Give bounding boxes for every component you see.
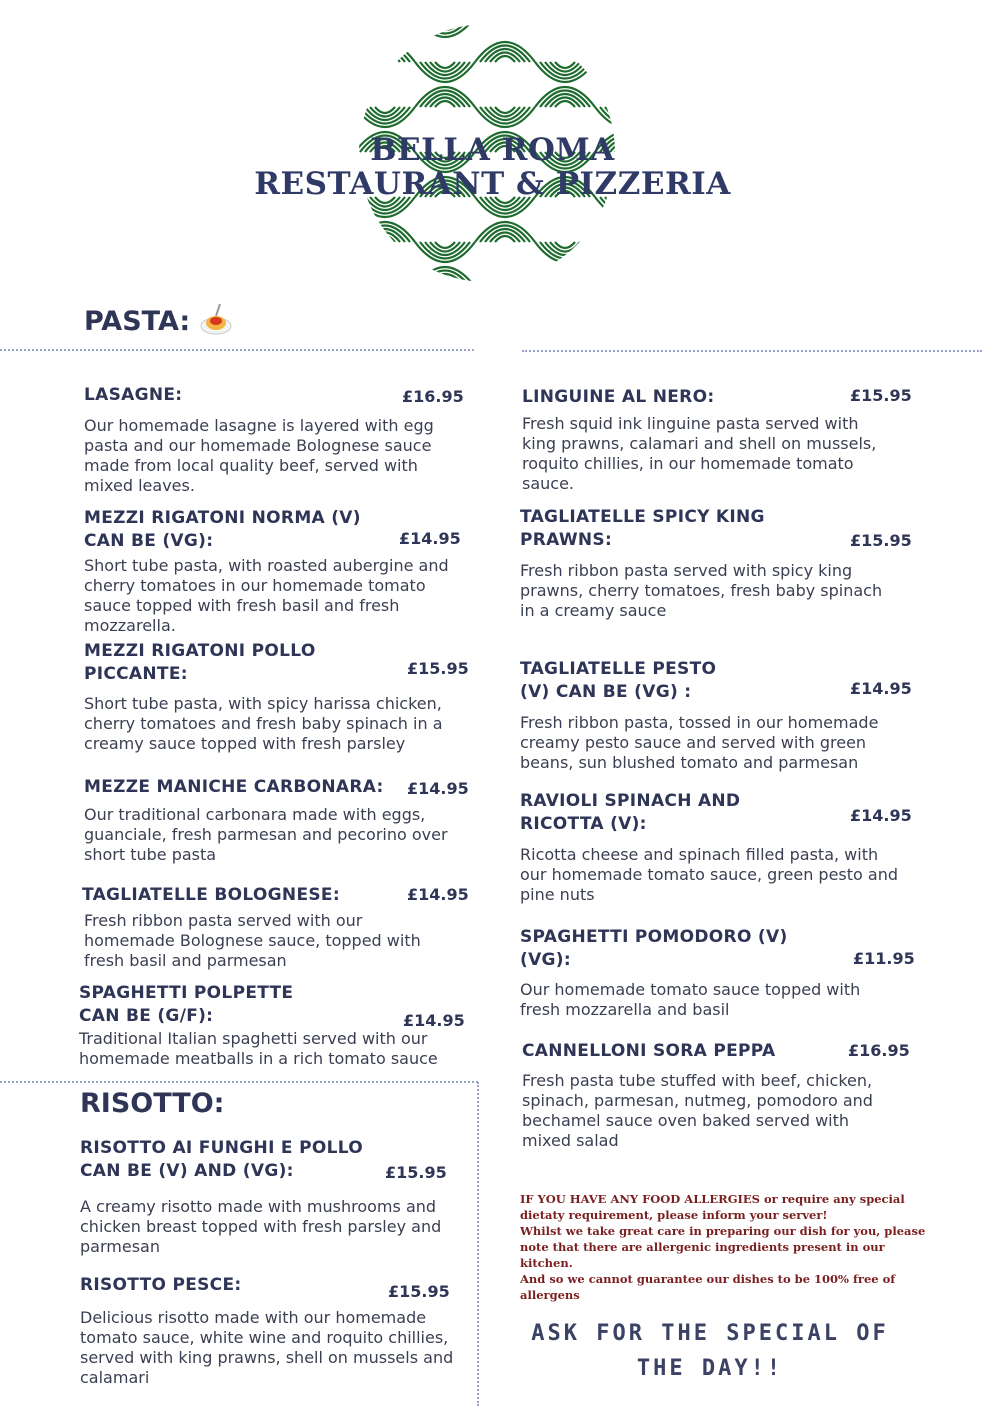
dish-title: SPAGHETTI POMODORO (V) (VG): (520, 927, 788, 970)
dish-price: £16.95 (848, 1041, 910, 1060)
allergy-line-2: Whilst we take great care in preparing our dish for you, please note that there are allergenic ingredients present in our kitchen. (520, 1224, 926, 1270)
brand-name: BELLA ROMA (370, 132, 615, 168)
dish-description: Our homemade tomato sauce topped with fresh mozzarella and basil (520, 980, 861, 1019)
pasta-section-title (84, 302, 232, 337)
special-line-2: THE DAY!! (636, 1356, 784, 1381)
dish-description: Fresh ribbon pasta, tossed in our homemade creamy pesto sauce and served with green beans, sun blushed tomato and parmesan (520, 713, 879, 772)
allergy-line-3: And so we cannot guarantee our dishes to be 100% free of allergens (520, 1272, 896, 1302)
dish-description: Fresh squid ink linguine pasta served with king prawns, calamari and shell on mussels, roquito chillies, in our homemade tomato sauce. (522, 414, 877, 493)
dish-title: SPAGHETTI POLPETTE CAN BE (G/F): (79, 983, 294, 1026)
dish-description: Fresh ribbon pasta served with our homemade Bolognese sauce, topped with fresh basil and parmesan (84, 911, 421, 970)
dish-title: MEZZI RIGATONI NORMA (V) CAN BE (VG): (84, 508, 361, 551)
divider-vertical (477, 1082, 479, 1406)
dish-price: £14.95 (407, 885, 469, 904)
spaghetti-plate-icon (200, 302, 232, 336)
special-of-the-day (510, 1316, 910, 1386)
dish-description: Traditional Italian spaghetti served with our homemade meatballs in a rich tomato sauce (79, 1029, 438, 1068)
dish-title: MEZZE MANICHE CARBONARA: (84, 777, 384, 797)
dish-price: £14.95 (850, 806, 912, 825)
dish-title: MEZZI RIGATONI POLLO PICCANTE: (84, 641, 316, 684)
brand-subtitle: RESTAURANT & PIZZERIA (254, 166, 731, 202)
dish-price: £11.95 (853, 949, 915, 968)
dish-description: Ricotta cheese and spinach filled pasta, with our homemade tomato sauce, green pesto and pine nuts (520, 845, 899, 904)
dish-description: A creamy risotto made with mushrooms and chicken breast topped with fresh parsley and parmesan (80, 1197, 442, 1256)
dish-title: CANNELLONI SORA PEPPA (522, 1041, 776, 1061)
dish-price: £16.95 (402, 387, 464, 406)
dish-price: £14.95 (399, 529, 461, 548)
dish-title: LINGUINE AL NERO: (522, 387, 715, 407)
dish-price: £15.95 (850, 386, 912, 405)
dish-title: RAVIOLI SPINACH AND RICOTTA (V): (520, 791, 741, 834)
dish-title: RISOTTO AI FUNGHI E POLLO CAN BE (V) AND (VG): (80, 1138, 363, 1181)
risotto-section-title: RISOTTO: (80, 1088, 225, 1119)
divider-right (522, 350, 982, 352)
special-line-1: ASK FOR THE SPECIAL OF (531, 1321, 889, 1346)
dish-price: £15.95 (388, 1282, 450, 1301)
allergy-line-1: IF YOU HAVE ANY FOOD ALLERGIES or require any special dietaty requirement, please inform your server! (520, 1192, 905, 1222)
dish-price: £14.95 (850, 679, 912, 698)
divider-left (0, 349, 474, 351)
dish-description: Fresh ribbon pasta served with spicy king prawns, cherry tomatoes, fresh baby spinach in a creamy sauce (520, 561, 883, 620)
dish-description: Short tube pasta, with spicy harissa chicken, cherry tomatoes and fresh baby spinach in a creamy sauce topped with fresh parsley (84, 694, 443, 753)
dish-description: Our homemade lasagne is layered with egg pasta and our homemade Bolognese sauce made from local quality beef, served with mixed leaves. (84, 416, 434, 495)
dish-description: Fresh pasta tube stuffed with beef, chicken, spinach, parmesan, nutmeg, pomodoro and bechamel sauce oven baked served with mixed salad (522, 1071, 873, 1150)
pasta-title-text: PASTA: (84, 306, 191, 337)
dish-description: Our traditional carbonara made with eggs, guanciale, fresh parmesan and pecorino over short tube pasta (84, 805, 448, 864)
dish-description: Delicious risotto made with our homemade tomato sauce, white wine and roquito chillies, served with king prawns, shell on mussels and calamari (80, 1308, 454, 1387)
dish-price: £14.95 (407, 779, 469, 798)
dish-price: £15.95 (407, 659, 469, 678)
dish-price: £15.95 (850, 531, 912, 550)
dish-price: £14.95 (403, 1011, 465, 1030)
dish-title: TAGLIATELLE BOLOGNESE: (82, 885, 340, 905)
dish-title: RISOTTO PESCE: (80, 1275, 242, 1295)
allergy-notice (520, 1191, 930, 1303)
dish-title: LASAGNE: (84, 385, 183, 405)
dish-description: Short tube pasta, with roasted aubergine and cherry tomatoes in our homemade tomato sauce topped with fresh basil and fresh mozzarella. (84, 556, 449, 635)
divider-risotto (0, 1081, 478, 1083)
dish-price: £15.95 (385, 1163, 447, 1182)
dish-title: TAGLIATELLE SPICY KING PRAWNS: (520, 507, 765, 550)
dish-title: TAGLIATELLE PESTO (V) CAN BE (VG) : (520, 659, 717, 702)
